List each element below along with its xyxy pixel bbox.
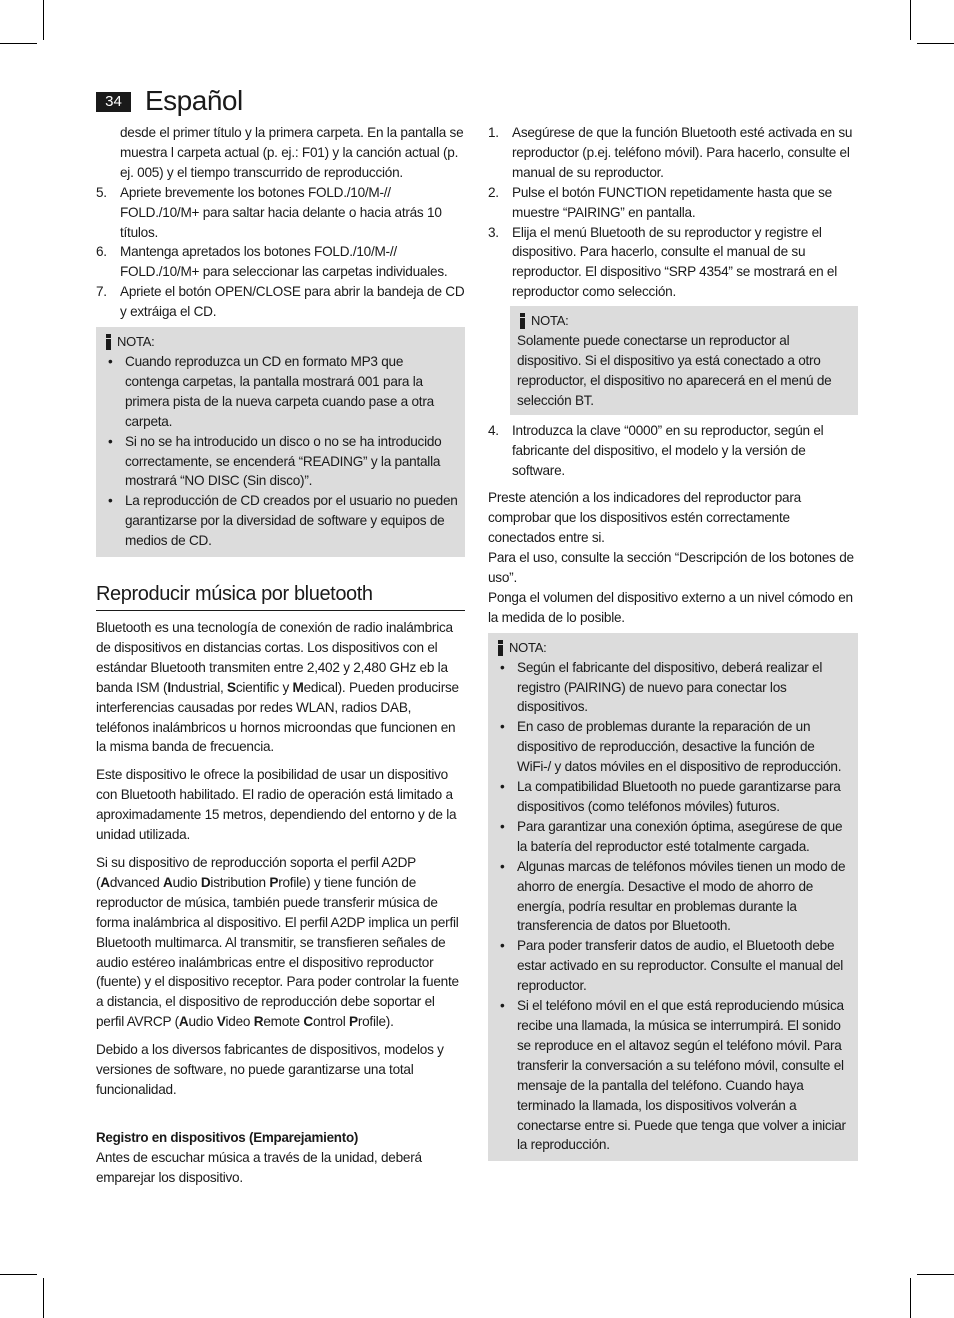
note-list [103,352,458,551]
list-item: • En caso de problemas durante la reparación de un dispositivo de reproducción, desactive la función de WiFi-/ y datos móviles en el dispositivo de reproducción. [500,719,842,775]
paragraph: Ponga el volumen del dispositivo externo a un nivel cómodo en la medida de lo posible. [488,589,853,625]
crop-mark [910,0,911,40]
sub-heading: Registro en dispositivos (Emparejamiento) [96,1129,359,1145]
list-item: • Cuando reproduzca un CD en formato MP3 que contenga carpetas, la pantalla mostrará 001 para la primera pista de la nueva carpeta cuando pase a otra carpeta. [108,353,434,429]
list-item: 7. Apriete el botón OPEN/CLOSE para abrir la bandeja de CD y extráiga el CD. [96,284,465,320]
note-box [96,327,465,557]
note-list [495,658,851,1156]
paragraph: Para el uso, consulte la sección “Descripción de los botones de uso”. [488,550,854,586]
list-item: • Para garantizar una conexión óptima, asegúrese de que la batería del reproductor esté totalmente cargada. [500,818,843,854]
list-item: 3. Elija el menú Bluetooth de su reproductor y registre el dispositivo. Para hacerlo, consulte el manual de su reproductor. El dispositivo “SRP 4354” se mostrará en el reproductor como selección. [488,224,838,300]
crop-mark [0,1274,37,1275]
a2dp-paragraph: Si su dispositivo de reproducción soporta el perfil A2DP (Advanced Audio Distribution Profile) y tiene función de reproductor de música, también puede transferir música de forma inalámbrica al dispositivo. El perfil A2DP implica un perfil Bluetooth multimarca. Al transmitir, se transfieren señales de audio estéreo inalámbricas entre el dispositivo reproductor (fuente) y el dispositivo receptor. Para poder controlar la fuente a distancia, el dispositivo de reproducción debe soportar el perfil AVRCP (Audio Video Remote Control Profile). [96,855,459,1030]
list-item: • Algunas marcas de teléfonos móviles tienen un modo de ahorro de energía. Desactive el modo de ahorro de energía, podría resultar en problemas durante la transferencia de datos por Bluetooth. [500,858,846,934]
crop-mark [910,1278,911,1318]
steps-list [96,183,465,322]
note-text: Solamente puede conectarse un reproductor al dispositivo. Si el dispositivo ya está conectado a otro reproductor, el dispositivo no aparecerá en el menú de selección BT. [517,333,832,408]
list-item: • La compatibilidad Bluetooth no puede garantizarse para dispositivos (como teléfonos móviles) futuros. [500,779,841,814]
info-icon [518,313,527,329]
steps-list [488,123,858,302]
paragraph: Preste atención a los indicadores del reproductor para comprobar que los dispositivos estén correctamente conectados entre si. [488,490,801,546]
crop-mark [0,43,37,44]
note-heading: NOTA: [495,638,851,658]
page-number: 34 [96,92,131,112]
crop-mark [917,43,954,44]
list-item: • Para poder transferir datos de audio, el Bluetooth debe estar activado en su reproductor. Consulte el manual del reproductor. [500,938,844,994]
steps-list [488,421,858,481]
continuation-text: desde el primer título y la primera carpeta. En la pantalla se muestra l carpeta actual (p. ej.: F01) y la canción actual (p. ej. 005) y el tiempo transcurrido de reproducción. [120,125,464,180]
note-heading: NOTA: [103,332,458,352]
paragraph: Antes de escuchar música a través de la unidad, deberá emparejar los dispositivo. [96,1149,422,1185]
list-item: • La reproducción de CD creados por el usuario no pueden garantizarse por la diversidad de software y equipos de medios de CD. [108,493,458,549]
crop-mark [43,0,44,40]
list-item: 2. Pulse el botón FUNCTION repetidamente hasta que se muestre “PAIRING” en pantalla. [488,184,832,220]
paragraph: Debido a los diversos fabricantes de dispositivos, modelos y versiones de software, no puede garantizarse una total funcionalidad. [96,1042,444,1097]
list-item: 6. Mantenga apretados los botones FOLD./10/M-// FOLD./10/M+ para seleccionar las carpetas individuales. [96,244,448,280]
left-column [96,123,465,1188]
section-title: Reproducir música por bluetooth [96,581,465,611]
paragraph: Este dispositivo le ofrece la posibilidad de usar un dispositivo con Bluetooth habilitado. El radio de operación está limitado a aproximadamente 15 metros, dependiendo del entorno y de la unidad utilizada. [96,767,457,843]
intro-paragraph: Bluetooth es una tecnología de conexión de radio inalámbrica de dispositivos en distancias cortas. Los dispositivos con el estándar Bluetooth transmiten entre 2,402 y 2,480 GHz eb la banda ISM (Industrial, Scientific y Medical). Pueden producirse interferencias causadas por redes WLAN, radios DAB, teléfonos inalámbricos u hornos microondas que funcionen en la misma banda de frecuencia. [96,620,459,755]
list-item: 4. Introduzca la clave “0000” en su reproductor, según el fabricante del dispositivo, el modelo y la versión de software. [488,422,824,478]
page-title: Español [145,85,243,116]
crop-mark [43,1278,44,1318]
list-item: 5. Apriete brevemente los botones FOLD./10/M-// FOLD./10/M+ para saltar hacia delante o hacia atrás 10 títulos. [96,184,442,240]
list-item: • Si el teléfono móvil en el que está reproduciendo música recibe una llamada, la música se interrumpirá. El sonido se reproduce en el altavoz según el teléfono móvil. Para transferir la conversación a su teléfono móvil, consulte el mensaje de la pantalla del teléfono. Cuando haya terminado la llamada, los dispositivos volverán a conectarse entre si. Puede que tenga que volver a iniciar la reproducción. [500,998,846,1153]
right-column [488,123,858,1161]
info-icon [104,334,113,350]
list-item: • Si no se ha introducido un disco o no se ha introducido correctamente, se encenderá “READING” y la pantalla mostrará “NO DISC (Sin disco)”. [108,433,442,489]
note-box [510,306,858,415]
list-item: • Según el fabricante del dispositivo, deberá realizar el registro (PAIRING) de nuevo para conectar los dispositivos. [500,659,823,715]
crop-mark [917,1274,954,1275]
list-item: 1. Asegúrese de que la función Bluetooth esté activada en su reproductor (p.ej. teléfono móvil). Para hacerlo, consulte el manual de su reproductor. [488,125,853,180]
info-icon [496,640,505,656]
note-box [488,633,858,1162]
note-heading: NOTA: [517,311,851,331]
